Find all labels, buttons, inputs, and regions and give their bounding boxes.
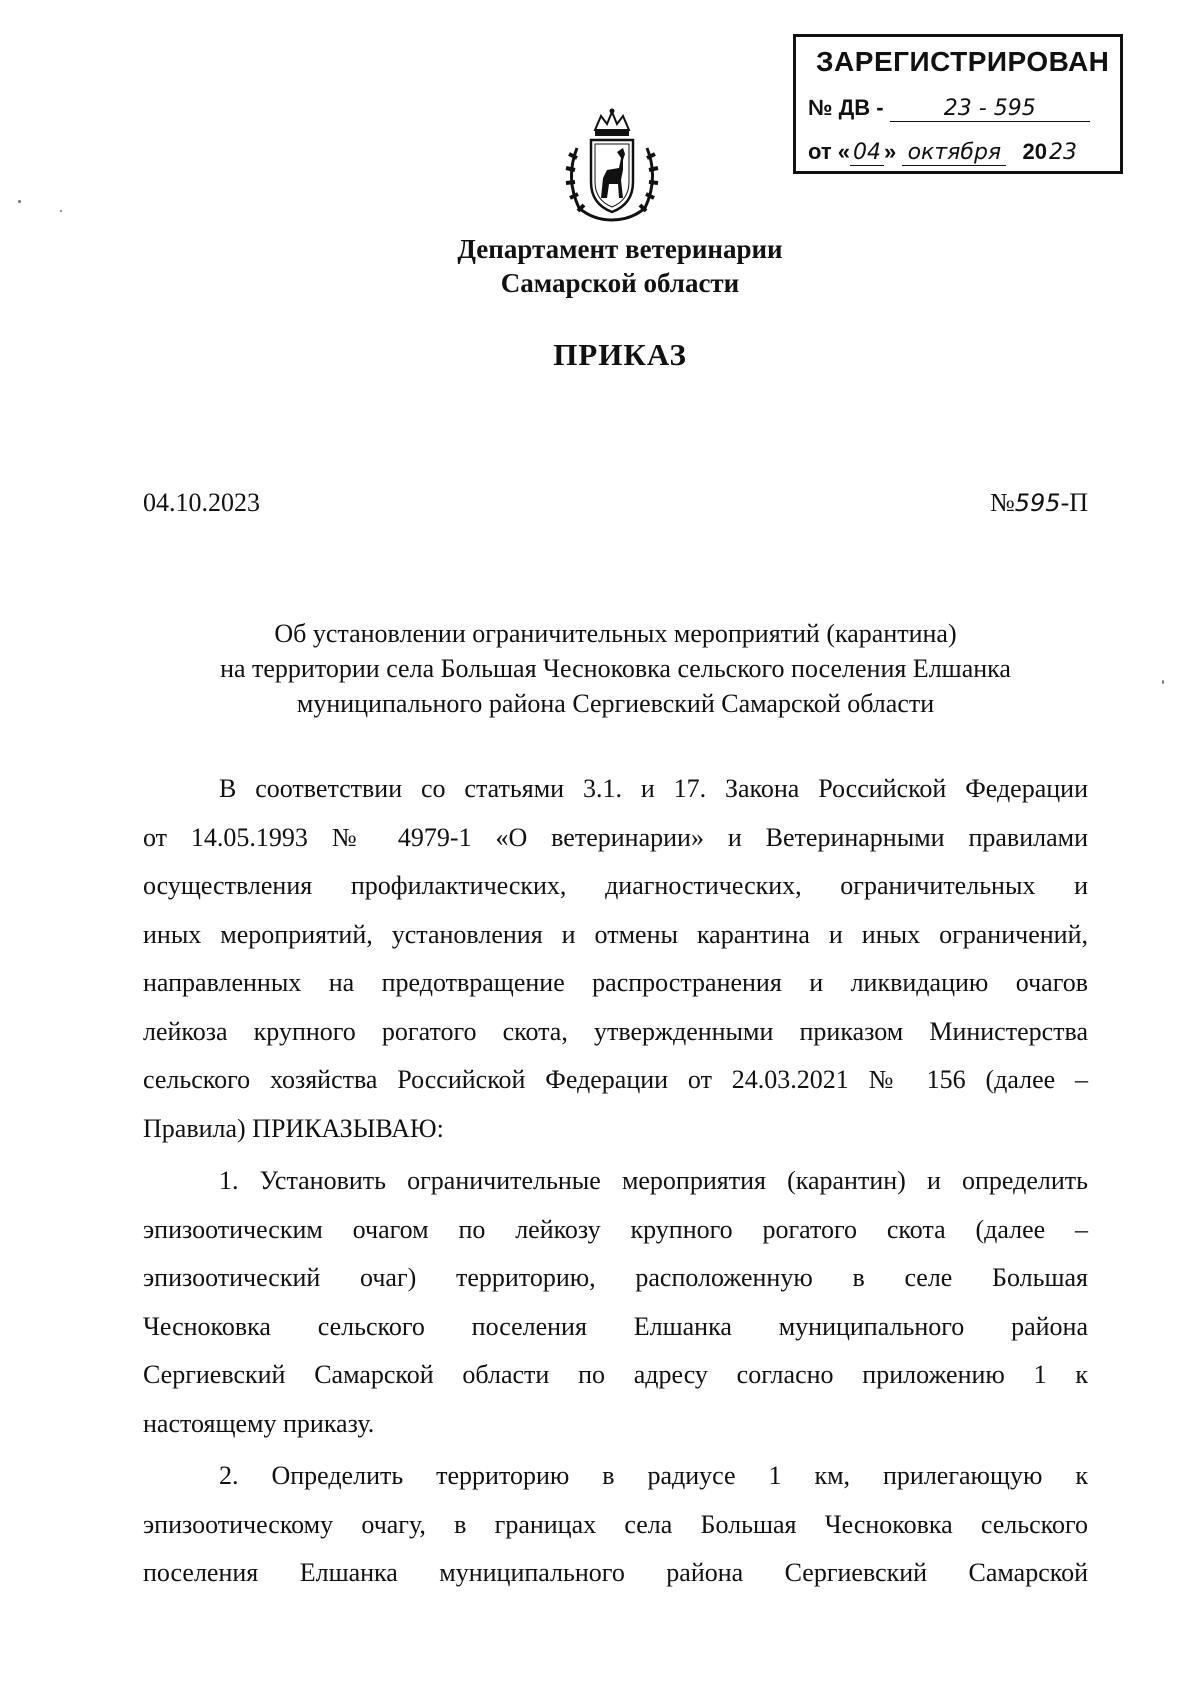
scan-speck bbox=[60, 210, 62, 212]
body-line: 1. Установить ограничительные мероприятия (карантин) и определить bbox=[219, 1166, 1088, 1195]
order-body bbox=[143, 765, 1088, 1602]
subject-line: на территории села Большая Чесноковка сельского поселения Елшанка bbox=[220, 654, 1011, 683]
body-line: Сергиевский Самарской области по адресу согласно приложению 1 к bbox=[143, 1360, 1088, 1389]
body-line: эпизоотический очаг) территорию, расположенную в селе Большая bbox=[143, 1263, 1088, 1292]
stamp-date-prefix: от « bbox=[808, 139, 851, 164]
body-line: эпизоотическому очагу, в границах села Большая Чесноковка сельского bbox=[143, 1509, 1088, 1539]
body-line: 2. Определить территорию в радиусе 1 км, прилегающую к bbox=[219, 1461, 1088, 1490]
body-line: настоящему приказу. bbox=[143, 1408, 375, 1438]
order-number-prefix: № bbox=[989, 488, 1015, 517]
order-number bbox=[990, 488, 1088, 518]
subject-line: муниципального района Сергиевский Самарской области bbox=[296, 689, 935, 718]
body-line: осуществления профилактических, диагностических, ограничительных и bbox=[143, 871, 1088, 900]
department-name-line2: Самарской области bbox=[500, 268, 740, 298]
stamp-date-year-hand: 23 bbox=[1049, 140, 1077, 165]
stamp-reg-line bbox=[808, 95, 1090, 122]
body-line: В соответствии со статьями 3.1. и 17. Закона Российской Федерации bbox=[219, 774, 1088, 803]
body-line: иных мероприятий, установления и отмены карантина и иных ограничений, bbox=[143, 919, 1088, 949]
body-line: сельского хозяйства Российской Федерации от 24.03.2021 № 156 (далее – bbox=[143, 1065, 1088, 1094]
stamp-reg-number: 23 - 595 bbox=[890, 96, 1090, 122]
preamble-paragraph bbox=[143, 765, 1088, 1153]
body-line: лейкоза крупного рогатого скота, утвержденными приказом Министерства bbox=[143, 1016, 1088, 1046]
body-line: эпизоотическим очагом по лейкозу крупного рогатого скота (далее – bbox=[143, 1214, 1088, 1244]
body-line: от 14.05.1993 № 4979-1 «О ветеринарии» и Ветеринарными правилами bbox=[143, 822, 1088, 852]
order-subject bbox=[143, 616, 1088, 721]
body-line: поселения Елшанка муниципального района Сергиевский Самарской bbox=[143, 1558, 1088, 1587]
stamp-date-month: октября bbox=[902, 140, 1006, 166]
coat-of-arms-emblem bbox=[557, 108, 667, 226]
order-date: 04.10.2023 bbox=[143, 488, 260, 517]
scan-speck bbox=[18, 200, 21, 203]
body-line: Чесноковка сельского поселения Елшанка муниципального района bbox=[143, 1311, 1088, 1341]
stamp-title: ЗАРЕГИСТРИРОВАН bbox=[816, 46, 1110, 77]
scan-speck bbox=[1162, 680, 1164, 684]
order-number-handwritten: 595 bbox=[1014, 489, 1061, 517]
stamp-date-year-printed: 20 bbox=[1022, 139, 1047, 164]
body-line: Правила) ПРИКАЗЫВАЮ: bbox=[143, 1113, 444, 1143]
stamp-date-day: 04 bbox=[850, 140, 884, 166]
item-1-paragraph bbox=[143, 1157, 1088, 1448]
subject-line: Об установлении ограничительных мероприятий (карантина) bbox=[274, 619, 957, 648]
order-number-suffix: -П bbox=[1060, 488, 1088, 517]
registration-stamp bbox=[793, 34, 1123, 174]
stamp-date-sep: » bbox=[884, 139, 897, 164]
item-2-paragraph bbox=[143, 1452, 1088, 1598]
body-line: направленных на предотвращение распространения и ликвидацию очагов bbox=[143, 968, 1088, 997]
stamp-date-line bbox=[808, 139, 1079, 166]
stamp-reg-prefix: № ДВ - bbox=[808, 95, 884, 120]
document-type-title: ПРИКАЗ bbox=[553, 337, 687, 372]
department-name-line1: Департамент ветеринарии bbox=[457, 234, 783, 264]
